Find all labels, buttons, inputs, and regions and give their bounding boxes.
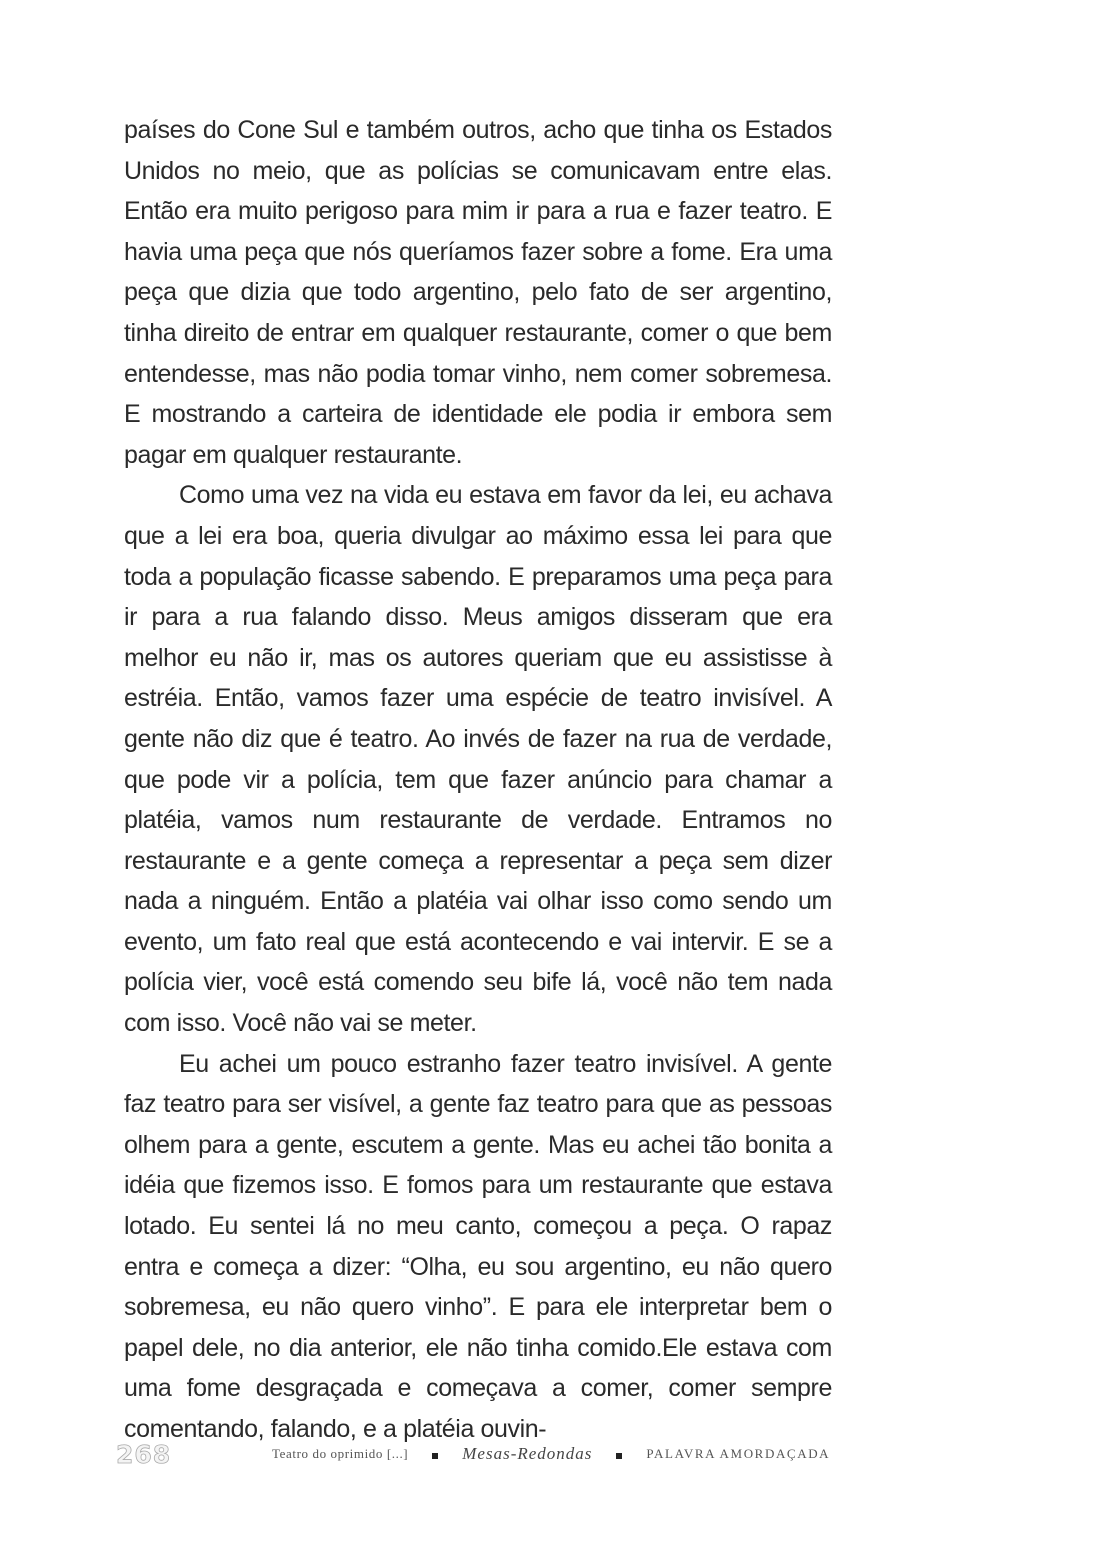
series-title: Mesas-Redondas xyxy=(462,1444,593,1463)
separator-dot-icon xyxy=(616,1453,622,1459)
page-number: 268 xyxy=(116,1439,172,1469)
section-title: PALAVRA AMORDAÇADA xyxy=(646,1446,831,1461)
paragraph: Eu achei um pouco estranho fazer teatro invisível. A gente faz teatro para ser visível, a gente faz teatro para que as pessoas olhem para a gente, escutem a gente. Mas eu achei tão bonita a idéia que fizemos isso. E fomos para um restaurante que estava lotado. Eu sentei lá no meu canto, começou a peça. O rapaz entra e começa a dizer: “Olha, eu sou argentino, eu não quero sobremesa, eu não quero vinho”. E para ele interpretar bem o papel dele, no dia anterior, ele não tinha comido.Ele estava com uma fome desgraçada e começava a comer, comer sempre comentando, falando, e a platéia ouvin- xyxy=(124,1049,832,1443)
paragraph: Como uma vez na vida eu estava em favor da lei, eu achava que a lei era boa, queria divulgar ao máximo essa lei para que toda a população ficasse sabendo. E preparamos uma peça para ir para a rua falando disso. Meus amigos disseram que era melhor eu não ir, mas os autores queriam que eu assistisse à estréia. Então, vamos fazer uma espécie de teatro invisível. A gente não diz que é teatro. Ao invés de fazer na rua de verdade, que pode vir a polícia, tem que fazer anúncio para chamar a platéia, vamos num restaurante de verdade. Entramos no restaurante e a gente começa a representar a peça sem dizer nada a ninguém. Então a platéia vai olhar isso como sendo um evento, um fato real que está acontecendo e vai intervir. E se a polícia vier, você está comendo seu bife lá, você não tem nada com isso. Você não vai se meter. xyxy=(124,481,832,1038)
separator-dot-icon xyxy=(432,1453,438,1459)
body-text xyxy=(124,110,832,1450)
paragraph: países do Cone Sul e também outros, acho que tinha os Estados Unidos no meio, que as polícias se comunicavam entre elas. Então era muito perigoso para mim ir para a rua e fazer teatro. E havia uma peça que nós queríamos fazer sobre a fome. Era uma peça que dizia que todo argentino, pelo fato de ser argentino, tinha direito de entrar em qualquer restaurante, comer o que bem entendesse, mas não podia tomar vinho, nem comer sobremesa. E mostrando a carteira de identidade ele podia ir embora sem pagar em qualquer restaurante. xyxy=(124,116,832,469)
book-title: Teatro do oprimido [...] xyxy=(272,1446,409,1461)
page-footer xyxy=(116,1434,832,1474)
